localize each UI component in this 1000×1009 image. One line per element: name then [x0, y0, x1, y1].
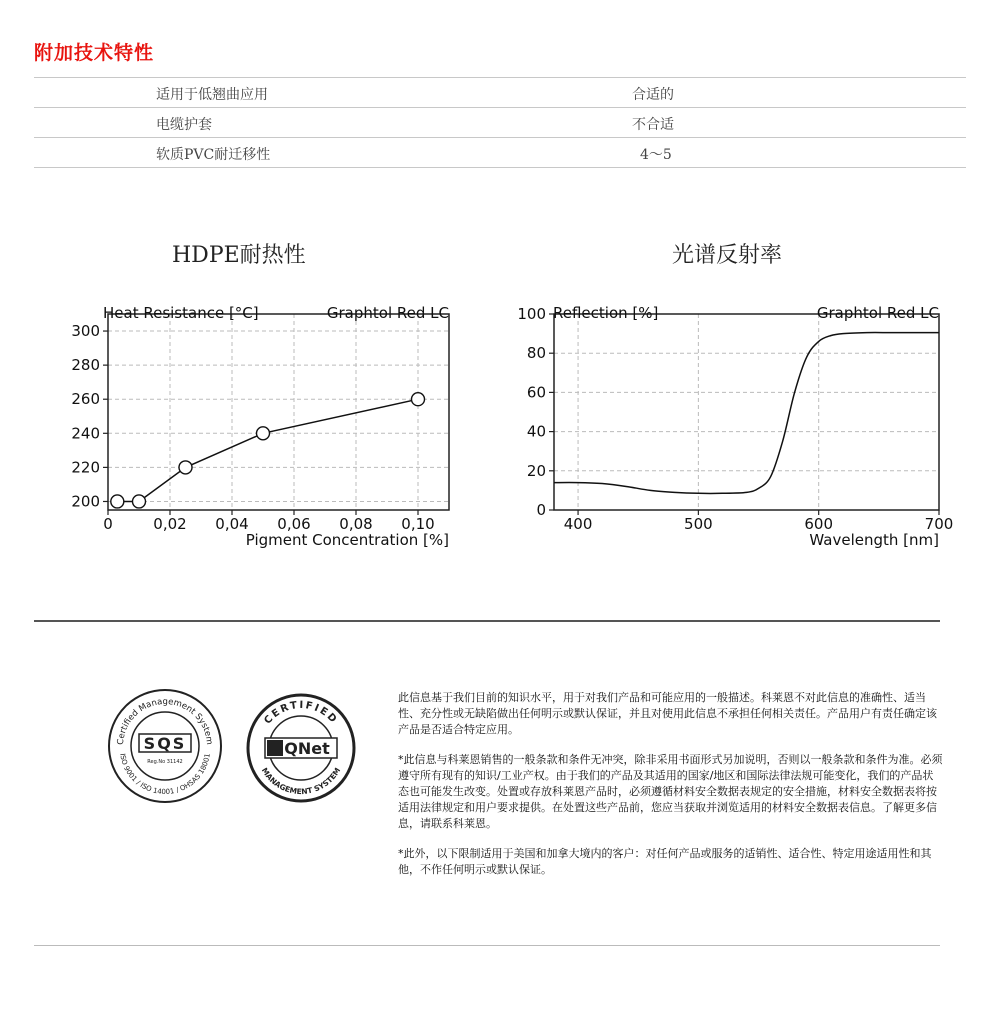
data-point [111, 495, 124, 508]
y-tick-label: 280 [71, 356, 100, 375]
y-tick-label: 40 [526, 422, 546, 441]
y-tick-label: 100 [517, 305, 546, 323]
disclaimer-paragraph: 此信息基于我们目前的知识水平，用于对我们产品和可能应用的一般描述。科莱恩不对此信息的准确性、适当性、充分性或无缺陷做出任何明示或默认保证，并且对使用此信息不承担任何相关责任。产品用户有责任确定该产品是否适合特定应用。 [398, 691, 937, 736]
footer-divider [34, 945, 940, 946]
sqs-standards-text: ISO 9001 / ISO 14001 / OHSAS 18001 [118, 752, 212, 797]
reflection-chart [515, 295, 954, 560]
y-axis-label: Heat Resistance [°C] [103, 304, 259, 322]
y-axis-label: Reflection [%] [553, 304, 659, 322]
y-tick-label: 80 [526, 344, 546, 363]
plot-frame [108, 314, 449, 510]
property-name: 适用于低翘曲应用 [156, 87, 268, 103]
data-points [111, 393, 425, 508]
grid [554, 314, 939, 510]
y-tick-label: 0 [536, 501, 546, 519]
grid [108, 314, 449, 510]
x-axis-label: Pigment Concentration [%] [245, 531, 449, 549]
x-tick-label: 0,02 [153, 515, 187, 533]
property-value: 不合适 [632, 117, 674, 133]
y-ticks [517, 305, 554, 519]
table-row [34, 107, 966, 137]
data-point [257, 427, 270, 440]
legal-disclaimer [398, 690, 943, 892]
chart-title-heat: HDPE耐热性 [172, 243, 306, 268]
data-point [412, 393, 425, 406]
x-ticks [564, 510, 954, 533]
section-divider [34, 620, 940, 622]
y-tick-label: 200 [71, 492, 100, 511]
x-ticks [103, 510, 434, 533]
heat-resistance-chart [60, 295, 470, 560]
data-point [179, 461, 192, 474]
disclaimer-paragraph: *此外，以下限制适用于美国和加拿大境内的客户：对任何产品或服务的适销性、适合性、特定用途适用性和其他，不作任何明示或默认保证。 [398, 847, 932, 876]
x-tick-label: 700 [924, 515, 954, 533]
sqs-logo-text: SQS [143, 734, 187, 753]
plot-frame [554, 314, 939, 510]
section-title: 附加技术特性 [34, 42, 155, 64]
y-tick-label: 220 [71, 458, 100, 477]
properties-table [34, 77, 966, 168]
legend-label: Graphtol Red LC [816, 304, 939, 322]
legend-label: Graphtol Red LC [326, 304, 449, 322]
chart-title-reflection: 光谱反射率 [672, 243, 783, 268]
series-line [554, 333, 939, 494]
x-tick-label: 0,06 [277, 515, 311, 533]
sqs-certificate-logo [106, 687, 224, 805]
x-tick-label: 500 [684, 515, 713, 533]
iqnet-logo-text: IQNet [278, 739, 330, 758]
y-tick-label: 20 [526, 461, 546, 480]
x-tick-label: 0,04 [215, 515, 249, 533]
y-tick-label: 60 [526, 383, 546, 402]
table-row [34, 77, 966, 107]
property-name: 软质PVC耐迁移性 [156, 147, 271, 163]
y-tick-label: 240 [71, 424, 100, 443]
table-row [34, 137, 966, 168]
disclaimer-paragraph: *此信息与科莱恩销售的一般条款和条件无冲突，除非采用书面形式另加说明，否则以一般条款和条件为准。必须遵守所有现有的知识/工业产权。由于我们的产品及其适用的国家/地区和国际法律法规可能变化，我们的产品状态也可能发生改变。处置或存放科莱恩产品时，必须遵循材料安全数据表规定的安全措施，材料安全数据表将按适用法律规定和用户要求提供。在处置这些产品前，您应当获取并浏览适用的材料安全数据表信息。了解更多信息，请联系科莱恩。 [398, 753, 943, 830]
y-ticks [71, 322, 108, 510]
property-name: 电缆护套 [156, 117, 212, 133]
iqnet-bottom-text: MANAGEMENT SYSTEM [259, 766, 343, 797]
sqs-reg-number: Reg.No 31142 [147, 759, 183, 765]
property-value: 合适的 [632, 87, 674, 103]
x-tick-label: 600 [804, 515, 834, 533]
iqnet-certificate-logo [245, 692, 357, 804]
x-tick-label: 0,08 [339, 515, 373, 533]
iqnet-top-text: CERTIFIED [262, 699, 340, 727]
x-tick-label: 400 [563, 515, 593, 533]
x-tick-label: 0,10 [401, 515, 435, 533]
data-point [133, 495, 146, 508]
sqs-ring-text: Certified Management System [115, 696, 215, 746]
property-value: 4～5 [640, 147, 672, 163]
x-axis-label: Wavelength [nm] [809, 531, 939, 549]
y-tick-label: 300 [71, 322, 100, 341]
series-line [117, 399, 418, 501]
y-tick-label: 260 [71, 390, 100, 409]
x-tick-label: 0 [103, 515, 113, 533]
